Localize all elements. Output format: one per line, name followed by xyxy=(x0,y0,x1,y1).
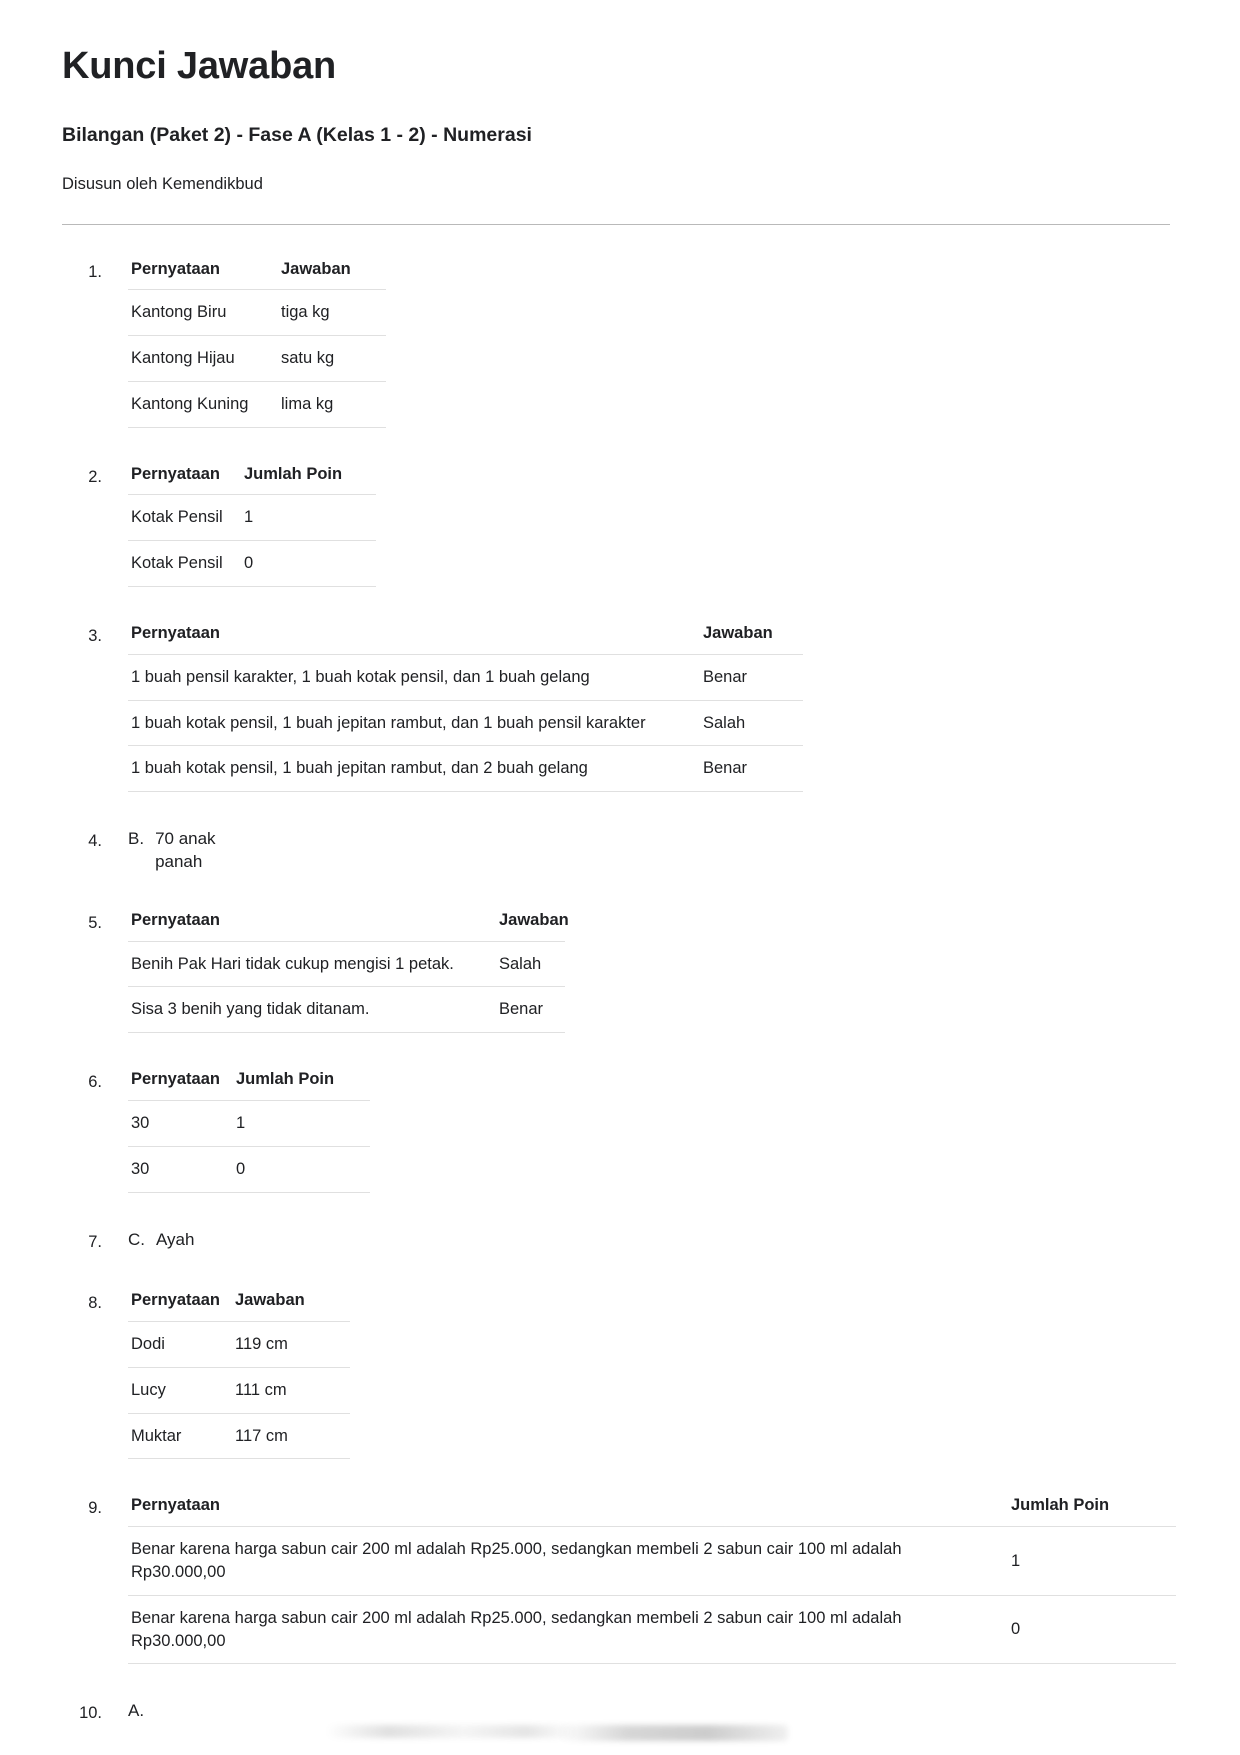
table-row xyxy=(128,1322,350,1368)
answer-choice xyxy=(128,1698,1172,1723)
answer-item-1 xyxy=(62,257,1172,428)
item-body xyxy=(106,1493,1172,1664)
table-header-row xyxy=(128,621,803,654)
table-row xyxy=(128,336,386,382)
column-header-jawaban: Jawaban xyxy=(700,621,803,654)
cell-points: 0 xyxy=(1003,1595,1176,1664)
answer-list xyxy=(62,257,1172,1750)
cell-statement: 1 buah kotak pensil, 1 buah jepitan rambut, dan 2 buah gelang xyxy=(128,746,700,792)
answer-table-6 xyxy=(128,1067,370,1192)
cell-statement: Muktar xyxy=(128,1413,232,1459)
answer-choice xyxy=(128,1227,1172,1252)
item-body xyxy=(106,462,1172,587)
table-header-row xyxy=(128,1067,370,1100)
table-row xyxy=(128,654,803,700)
cell-statement: Kantong Hijau xyxy=(128,336,278,382)
cell-answer: Salah xyxy=(700,700,803,746)
cell-points: 1 xyxy=(233,1100,370,1146)
item-body xyxy=(106,1067,1172,1192)
item-number: 10. xyxy=(79,1704,102,1723)
column-header-pernyataan: Pernyataan xyxy=(128,1493,1003,1526)
item-number: 7. xyxy=(88,1232,102,1251)
cell-statement: Sisa 3 benih yang tidak ditanam. xyxy=(128,987,496,1033)
column-header-jumlah-poin: Jumlah Poin xyxy=(1003,1493,1176,1526)
cell-answer: Benar xyxy=(700,654,803,700)
document-byline: Disusun oleh Kemendikbud xyxy=(62,175,263,194)
answer-item-4 xyxy=(62,826,1172,874)
choice-text: 70 anak panah xyxy=(155,829,216,871)
column-header-jawaban: Jawaban xyxy=(496,908,565,941)
column-header-pernyataan: Pernyataan xyxy=(128,462,241,495)
answer-table-1 xyxy=(128,257,386,428)
item-number: 2. xyxy=(88,467,102,486)
column-header-pernyataan: Pernyataan xyxy=(128,908,496,941)
cell-statement: Benih Pak Hari tidak cukup mengisi 1 petak. xyxy=(128,941,496,987)
item-number: 1. xyxy=(88,262,102,281)
table-row xyxy=(128,1367,350,1413)
cell-points: 0 xyxy=(241,541,376,587)
document-subtitle: Bilangan (Paket 2) - Fase A (Kelas 1 - 2) - Numerasi xyxy=(62,123,532,146)
cell-points: 1 xyxy=(241,495,376,541)
table-header-row xyxy=(128,257,386,290)
table-row xyxy=(128,941,565,987)
item-body xyxy=(106,1288,1172,1459)
answer-item-10 xyxy=(62,1698,1172,1749)
item-number: 3. xyxy=(88,626,102,645)
answer-choice xyxy=(128,826,1172,874)
table-row xyxy=(128,1595,1176,1664)
cell-statement: Benar karena harga sabun cair 200 ml adalah Rp25.000, sedangkan membeli 2 sabun cair 100 ml adalah Rp30.000,00 xyxy=(128,1595,1003,1664)
answer-table-2 xyxy=(128,462,376,587)
answer-item-9 xyxy=(62,1493,1172,1664)
cell-statement: Benar karena harga sabun cair 200 ml adalah Rp25.000, sedangkan membeli 2 sabun cair 100 ml adalah Rp30.000,00 xyxy=(128,1527,1003,1596)
page-title: Kunci Jawaban xyxy=(62,45,337,87)
cell-statement: Dodi xyxy=(128,1322,232,1368)
table-row xyxy=(128,1146,370,1192)
cell-answer: 117 cm xyxy=(232,1413,350,1459)
cell-statement: Kantong Kuning xyxy=(128,381,278,427)
answer-item-5 xyxy=(62,908,1172,1033)
choice-letter: C. xyxy=(128,1229,145,1249)
answer-item-3 xyxy=(62,621,1172,792)
table-row xyxy=(128,1527,1176,1596)
header-divider xyxy=(62,224,1170,225)
column-header-pernyataan: Pernyataan xyxy=(128,621,700,654)
table-row xyxy=(128,495,376,541)
item-number: 8. xyxy=(88,1294,102,1313)
choice-letter: A. xyxy=(128,1701,145,1721)
item-number: 5. xyxy=(88,913,102,932)
cell-points: 1 xyxy=(1003,1527,1176,1596)
item-number: 4. xyxy=(88,832,102,851)
cell-statement: 1 buah kotak pensil, 1 buah jepitan rambut, dan 1 buah pensil karakter xyxy=(128,700,700,746)
answer-table-5 xyxy=(128,908,569,1033)
cell-answer: satu kg xyxy=(278,336,386,382)
column-header-jumlah-poin: Jumlah Poin xyxy=(233,1067,370,1100)
choice-text: Ayah xyxy=(156,1229,195,1249)
item-number: 6. xyxy=(88,1073,102,1092)
table-row xyxy=(128,381,386,427)
table-row xyxy=(128,746,803,792)
column-header-jumlah-poin: Jumlah Poin xyxy=(241,462,376,495)
answer-table-8 xyxy=(128,1288,350,1459)
cell-answer: 119 cm xyxy=(232,1322,350,1368)
column-header-pernyataan: Pernyataan xyxy=(128,1288,232,1321)
table-header-row xyxy=(128,908,565,941)
scan-artifact xyxy=(128,1723,828,1749)
column-header-pernyataan: Pernyataan xyxy=(128,257,278,290)
cell-answer: Benar xyxy=(496,987,565,1033)
item-body xyxy=(106,1698,1172,1749)
scan-smudge-left xyxy=(326,1725,576,1738)
cell-answer: 111 cm xyxy=(232,1367,350,1413)
answer-table-3 xyxy=(128,621,803,792)
column-header-pernyataan: Pernyataan xyxy=(128,1067,233,1100)
scan-smudge-right xyxy=(558,1725,788,1741)
cell-statement: 30 xyxy=(128,1100,233,1146)
column-header-jawaban: Jawaban xyxy=(232,1288,350,1321)
answer-item-2 xyxy=(62,462,1172,587)
cell-statement: Kantong Biru xyxy=(128,290,278,336)
cell-statement: 1 buah pensil karakter, 1 buah kotak pensil, dan 1 buah gelang xyxy=(128,654,700,700)
table-row xyxy=(128,290,386,336)
answer-item-7 xyxy=(62,1227,1172,1255)
item-body xyxy=(106,257,1172,428)
document-content xyxy=(62,44,1172,1749)
item-body xyxy=(106,1227,1172,1252)
cell-statement: Kotak Pensil xyxy=(128,541,241,587)
cell-statement: Lucy xyxy=(128,1367,232,1413)
answer-table-9 xyxy=(128,1493,1176,1664)
cell-answer: Benar xyxy=(700,746,803,792)
table-header-row xyxy=(128,1288,350,1321)
table-row xyxy=(128,1100,370,1146)
table-row xyxy=(128,1413,350,1459)
cell-answer: tiga kg xyxy=(278,290,386,336)
item-number: 9. xyxy=(88,1499,102,1518)
table-header-row xyxy=(128,462,376,495)
cell-statement: 30 xyxy=(128,1146,233,1192)
answer-item-8 xyxy=(62,1288,1172,1459)
table-row xyxy=(128,987,565,1033)
item-body xyxy=(106,826,1172,874)
table-clip-region xyxy=(128,1493,1176,1664)
choice-letter: B. xyxy=(128,829,145,849)
cell-answer: Salah xyxy=(496,941,565,987)
cell-answer: lima kg xyxy=(278,381,386,427)
column-header-jawaban: Jawaban xyxy=(278,257,386,290)
cell-statement: Kotak Pensil xyxy=(128,495,241,541)
item-body xyxy=(106,908,1172,1033)
table-header-row xyxy=(128,1493,1176,1526)
cell-points: 0 xyxy=(233,1146,370,1192)
item-body xyxy=(106,621,1172,792)
answer-item-6 xyxy=(62,1067,1172,1192)
table-row xyxy=(128,541,376,587)
table-row xyxy=(128,700,803,746)
